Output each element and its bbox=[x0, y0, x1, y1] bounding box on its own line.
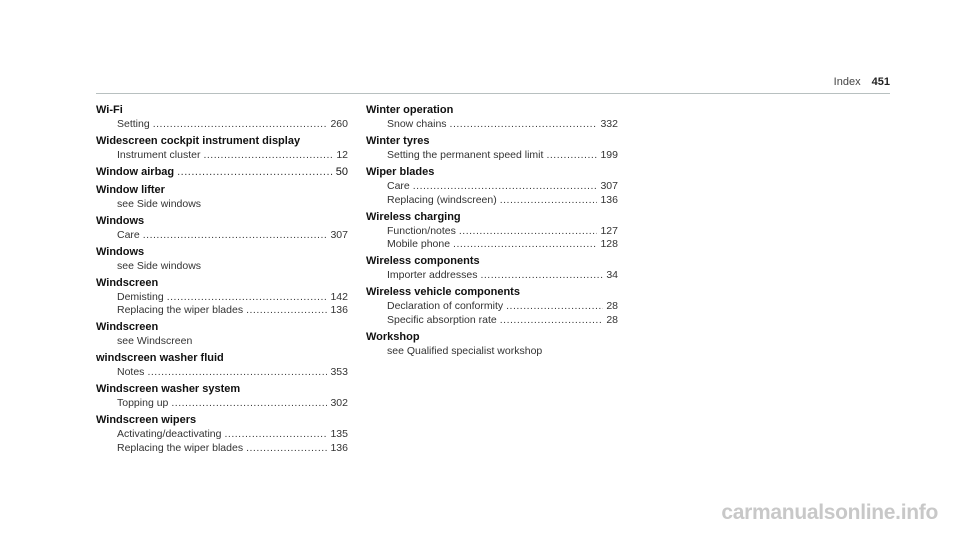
heading-text: Wireless vehicle components bbox=[366, 286, 520, 298]
page-reference[interactable]: 353 bbox=[330, 366, 348, 378]
index-subentry[interactable] bbox=[366, 345, 618, 359]
index-subentry[interactable] bbox=[96, 428, 348, 442]
index-subentry[interactable] bbox=[96, 335, 348, 349]
subentry-text: see Qualified specialist workshop bbox=[387, 344, 543, 357]
heading-text: Winter tyres bbox=[366, 135, 430, 147]
subentry-text: Care bbox=[117, 228, 140, 241]
heading-text: Workshop bbox=[366, 330, 420, 343]
page-reference[interactable]: 136 bbox=[600, 193, 618, 206]
dot-leader bbox=[413, 180, 598, 194]
dot-leader bbox=[143, 229, 328, 243]
index-entry bbox=[96, 245, 348, 274]
subentry-text: Instrument cluster bbox=[117, 149, 201, 161]
heading-text: Wireless charging bbox=[366, 210, 461, 223]
subentry-text: Importer addresses bbox=[387, 269, 478, 281]
index-subentry[interactable] bbox=[366, 269, 618, 283]
header-label: Index bbox=[833, 76, 861, 88]
heading-text: Windows bbox=[96, 245, 145, 258]
index-heading bbox=[366, 330, 618, 345]
dot-leader bbox=[224, 428, 327, 442]
index-subentry[interactable] bbox=[96, 198, 348, 212]
dot-leader bbox=[177, 165, 333, 180]
index-subentry[interactable] bbox=[366, 238, 618, 252]
page-reference[interactable]: 302 bbox=[330, 397, 348, 409]
subentry-text: Function/notes bbox=[387, 224, 456, 237]
index-subentry[interactable] bbox=[96, 366, 348, 380]
subentry-text: Replacing (windscreen) bbox=[387, 193, 497, 206]
index-subentry[interactable] bbox=[366, 149, 618, 163]
heading-text: Wi-Fi bbox=[96, 104, 123, 116]
dot-leader bbox=[450, 118, 598, 132]
index-heading bbox=[366, 285, 618, 300]
page-reference[interactable]: 307 bbox=[600, 180, 618, 192]
watermark: carmanualsonline.info bbox=[721, 501, 938, 524]
subentry-text: Replacing the wiper blades bbox=[117, 304, 244, 316]
index-entry bbox=[96, 214, 348, 243]
index-entry bbox=[366, 210, 618, 252]
page-reference[interactable]: 307 bbox=[330, 228, 348, 241]
index-subentry[interactable] bbox=[366, 194, 618, 208]
index-heading bbox=[96, 103, 348, 118]
index-heading bbox=[96, 183, 348, 198]
heading-text: Window lifter bbox=[96, 183, 165, 196]
index-heading bbox=[96, 320, 348, 335]
page-reference[interactable]: 28 bbox=[606, 300, 618, 312]
dot-leader bbox=[480, 269, 603, 283]
index-entry bbox=[366, 165, 618, 207]
subentry-text: Mobile phone bbox=[387, 238, 451, 250]
dot-leader bbox=[246, 442, 327, 456]
page-number: 451 bbox=[871, 76, 890, 88]
page-reference[interactable]: 136 bbox=[330, 304, 348, 316]
index-subentry[interactable] bbox=[96, 118, 348, 132]
index-heading bbox=[366, 103, 618, 118]
page-reference[interactable]: 128 bbox=[600, 238, 618, 250]
page-reference[interactable]: 50 bbox=[335, 166, 348, 178]
subentry-text: see Side windows bbox=[117, 197, 202, 210]
dot-leader bbox=[459, 225, 598, 239]
page-reference[interactable]: 135 bbox=[330, 428, 348, 440]
index-heading bbox=[96, 351, 348, 366]
index-column-right bbox=[366, 103, 618, 361]
header-divider bbox=[96, 93, 890, 94]
index-column-left bbox=[96, 103, 348, 458]
subentry-text: Snow chains bbox=[387, 118, 447, 130]
index-entry bbox=[96, 276, 348, 318]
heading-text: Windscreen bbox=[96, 321, 159, 333]
index-heading bbox=[366, 165, 618, 180]
heading-text: Window airbag bbox=[96, 166, 175, 178]
subentry-text: Setting the permanent speed limit bbox=[387, 149, 544, 161]
subentry-text: Demisting bbox=[117, 290, 164, 303]
dot-leader bbox=[500, 314, 604, 328]
dot-leader bbox=[500, 194, 598, 208]
index-subentry[interactable] bbox=[96, 304, 348, 318]
subentry-text: Replacing the wiper blades bbox=[117, 441, 244, 454]
index-heading bbox=[96, 134, 348, 149]
index-entry bbox=[366, 134, 618, 163]
heading-text: Wiper blades bbox=[366, 166, 435, 178]
page-reference[interactable]: 34 bbox=[606, 269, 618, 281]
index-subentry[interactable] bbox=[366, 314, 618, 328]
page-reference[interactable]: 199 bbox=[600, 149, 618, 161]
index-entry bbox=[366, 285, 618, 327]
dot-leader bbox=[246, 304, 327, 318]
index-heading bbox=[96, 413, 348, 428]
dot-leader bbox=[153, 118, 328, 132]
index-heading[interactable] bbox=[96, 165, 348, 180]
subentry-text: see Side windows bbox=[117, 259, 202, 272]
dot-leader bbox=[171, 397, 327, 411]
index-subentry[interactable] bbox=[96, 291, 348, 305]
heading-text: Wireless components bbox=[366, 255, 480, 267]
index-subentry[interactable] bbox=[96, 442, 348, 456]
index-entry bbox=[366, 254, 618, 283]
subentry-text: Setting bbox=[117, 118, 150, 130]
subentry-text: Declaration of conformity bbox=[387, 300, 504, 312]
index-heading bbox=[96, 245, 348, 260]
page-reference[interactable]: 28 bbox=[606, 313, 618, 326]
index-subentry[interactable] bbox=[96, 229, 348, 243]
heading-text: Windscreen bbox=[96, 276, 159, 289]
subentry-text: Activating/deactivating bbox=[117, 428, 222, 440]
index-subentry[interactable] bbox=[366, 118, 618, 132]
index-subentry[interactable] bbox=[366, 300, 618, 314]
index-subentry[interactable] bbox=[366, 225, 618, 239]
index-entry bbox=[96, 413, 348, 455]
index-entry bbox=[96, 351, 348, 380]
subentry-text: Topping up bbox=[117, 397, 169, 409]
page-reference[interactable]: 332 bbox=[600, 118, 618, 130]
heading-text: Windows bbox=[96, 214, 145, 227]
index-entry bbox=[96, 382, 348, 411]
heading-text: Winter operation bbox=[366, 104, 454, 116]
page-reference[interactable]: 136 bbox=[330, 441, 348, 454]
page-reference[interactable]: 142 bbox=[330, 290, 348, 303]
dot-leader bbox=[453, 238, 597, 252]
index-entry bbox=[366, 330, 618, 359]
dot-leader bbox=[546, 149, 597, 163]
index-subentry[interactable] bbox=[96, 397, 348, 411]
page-header bbox=[834, 76, 890, 88]
index-entry bbox=[96, 165, 348, 180]
index-entry bbox=[96, 103, 348, 132]
index-heading bbox=[366, 254, 618, 269]
dot-leader bbox=[203, 149, 333, 163]
subentry-text: see Windscreen bbox=[117, 335, 193, 347]
page-reference[interactable]: 127 bbox=[600, 224, 618, 237]
index-heading bbox=[366, 134, 618, 149]
subentry-text: Specific absorption rate bbox=[387, 313, 497, 326]
heading-text: windscreen washer fluid bbox=[96, 352, 224, 364]
index-entry bbox=[96, 183, 348, 212]
index-entry bbox=[366, 103, 618, 132]
index-subentry[interactable] bbox=[96, 260, 348, 274]
heading-text: Widescreen cockpit instrument display bbox=[96, 135, 301, 147]
index-heading bbox=[366, 210, 618, 225]
page-reference[interactable]: 260 bbox=[330, 118, 348, 130]
index-heading bbox=[96, 382, 348, 397]
index-heading bbox=[96, 276, 348, 291]
index-heading bbox=[96, 214, 348, 229]
index-entry bbox=[96, 134, 348, 163]
index-entry bbox=[96, 320, 348, 349]
heading-text: Windscreen wipers bbox=[96, 414, 197, 426]
heading-text: Windscreen washer system bbox=[96, 383, 241, 395]
index-subentry[interactable] bbox=[96, 149, 348, 163]
dot-leader bbox=[147, 366, 327, 380]
dot-leader bbox=[167, 291, 328, 305]
index-subentry[interactable] bbox=[366, 180, 618, 194]
subentry-text: Notes bbox=[117, 366, 145, 378]
dot-leader bbox=[506, 300, 603, 314]
page-reference[interactable]: 12 bbox=[336, 149, 348, 161]
subentry-text: Care bbox=[387, 180, 410, 192]
